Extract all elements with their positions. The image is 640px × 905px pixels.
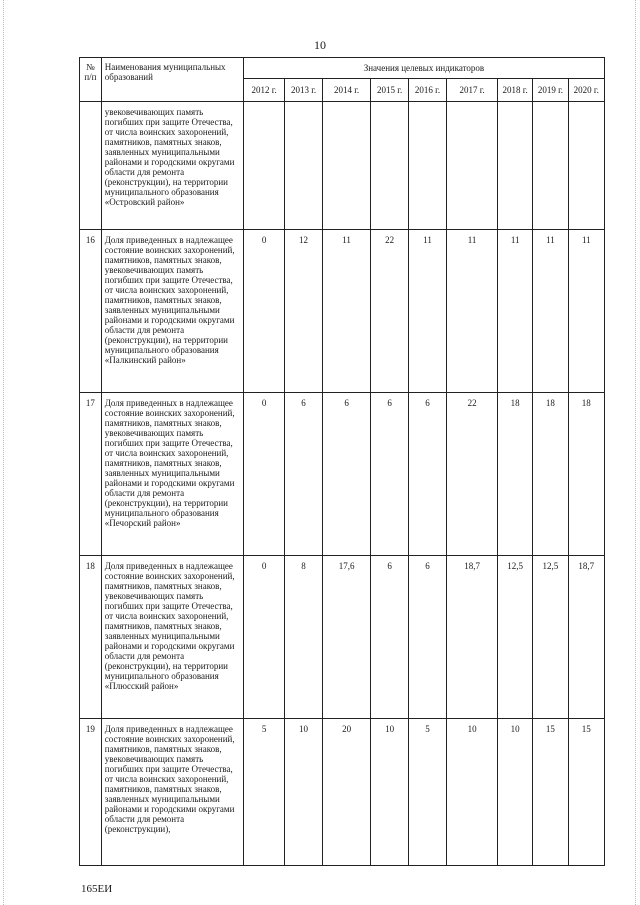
footer-code: 165ЕИ [81,883,113,895]
indicator-value-cell: 11 [498,230,533,393]
indicator-value-cell: 8 [285,556,322,719]
header-group-cell [243,58,604,79]
indicator-value-cell: 18 [568,393,604,556]
indicator-value-cell: 11 [408,230,446,393]
indicator-value-cell: 20 [322,719,371,866]
indicator-value-cell: 15 [568,719,604,866]
header-number-cell [80,58,102,102]
row-number-cell: 17 [80,393,102,556]
table-row [80,230,605,393]
indicator-value-cell [447,102,498,230]
indicator-value-cell: 6 [322,393,371,556]
row-number-cell: 18 [80,556,102,719]
year-cell: 2020 г. [568,79,604,102]
page-number: 10 [314,38,326,52]
indicator-value-cell: 11 [533,230,568,393]
header-name-label: Наименования муниципальных образований [104,62,226,82]
table-row [80,102,605,230]
indicator-value-cell: 12,5 [533,556,568,719]
indicator-value-cell: 18 [533,393,568,556]
year-cell: 2019 г. [533,79,568,102]
indicator-value-cell: 0 [243,393,284,556]
indicator-value-cell: 6 [371,393,408,556]
indicator-value-cell: 18,7 [568,556,604,719]
indicator-value-cell: 11 [568,230,604,393]
scan-edge-right [635,0,637,905]
indicator-value-cell: 6 [371,556,408,719]
indicator-value-cell: 10 [371,719,408,866]
year-cell: 2013 г. [285,79,322,102]
header-row [80,58,605,79]
indicator-value-cell: 11 [322,230,371,393]
indicator-description-cell: увековечивающих память погибших при защите Отечества, от числа воинских захоронений, памятников, памятных знаков, заявленных муниципальными районами и городскими округами области для ремонта (реконструкции), на территории муниципального образования «Островский район» [101,102,243,230]
indicator-value-cell: 18,7 [447,556,498,719]
indicator-description-cell: Доля приведенных в надлежащее состояние воинских захоронений, памятников, памятных знаков, увековечивающих память погибших при защите Отечества, от числа воинских захоронений, памятников, памятных знаков, заявленных муниципальными районами и городскими округами области для ремонта (реконструкции), на территории муниципального образования «Палкинский район» [101,230,243,393]
indicator-description-cell: Доля приведенных в надлежащее состояние воинских захоронений, памятников, памятных знаков, увековечивающих память погибших при защите Отечества, от числа воинских захоронений, памятников, памятных знаков, заявленных муниципальными районами и городскими округами области для ремонта (реконструкции), на территории муниципального образования «Плюсский район» [101,556,243,719]
indicator-description-cell: Доля приведенных в надлежащее состояние воинских захоронений, памятников, памятных знаков, увековечивающих память погибших при защите Отечества, от числа воинских захоронений, памятников, памятных знаков, заявленных муниципальными районами и городскими округами области для ремонта (реконструкции), [101,719,243,866]
row-number-cell: 16 [80,230,102,393]
year-cell: 2016 г. [408,79,446,102]
indicator-value-cell [533,102,568,230]
indicator-value-cell: 0 [243,556,284,719]
indicator-value-cell: 6 [408,556,446,719]
indicator-value-cell [371,102,408,230]
indicator-value-cell: 22 [371,230,408,393]
indicator-value-cell [322,102,371,230]
year-cell: 2017 г. [447,79,498,102]
indicator-value-cell [243,102,284,230]
indicator-value-cell: 11 [447,230,498,393]
indicator-value-cell: 10 [498,719,533,866]
indicator-value-cell: 22 [447,393,498,556]
indicator-value-cell [568,102,604,230]
indicator-value-cell: 15 [533,719,568,866]
indicator-value-cell: 0 [243,230,284,393]
year-cell: 2015 г. [371,79,408,102]
year-cell: 2018 г. [498,79,533,102]
header-group-label: Значения целевых индикаторов [363,63,485,73]
indicator-value-cell: 6 [408,393,446,556]
table-row [80,393,605,556]
year-cell: 2012 г. [243,79,284,102]
indicator-value-cell [285,102,322,230]
indicator-value-cell: 18 [498,393,533,556]
table-row [80,556,605,719]
header-name-cell [101,58,243,102]
indicator-value-cell: 10 [447,719,498,866]
indicator-value-cell [498,102,533,230]
indicators-table [79,57,605,866]
row-number-cell: 19 [80,719,102,866]
scan-edge-left [3,0,5,905]
table-row [80,719,605,866]
year-cell: 2014 г. [322,79,371,102]
indicator-value-cell: 10 [285,719,322,866]
indicator-description-cell: Доля приведенных в надлежащее состояние воинских захоронений, памятников, памятных знаков, увековечивающих память погибших при защите Отечества, от числа воинских захоронений, памятников, памятных знаков, заявленных муниципальными районами и городскими округами области для ремонта (реконструкции), на территории муниципального образования «Печорский район» [101,393,243,556]
indicator-value-cell: 12,5 [498,556,533,719]
row-number-cell [80,102,102,230]
indicator-value-cell: 6 [285,393,322,556]
indicator-value-cell: 5 [408,719,446,866]
indicator-value-cell: 5 [243,719,284,866]
indicator-value-cell: 17,6 [322,556,371,719]
header-number-label: № п/п [84,62,97,82]
indicator-value-cell [408,102,446,230]
indicator-value-cell: 12 [285,230,322,393]
